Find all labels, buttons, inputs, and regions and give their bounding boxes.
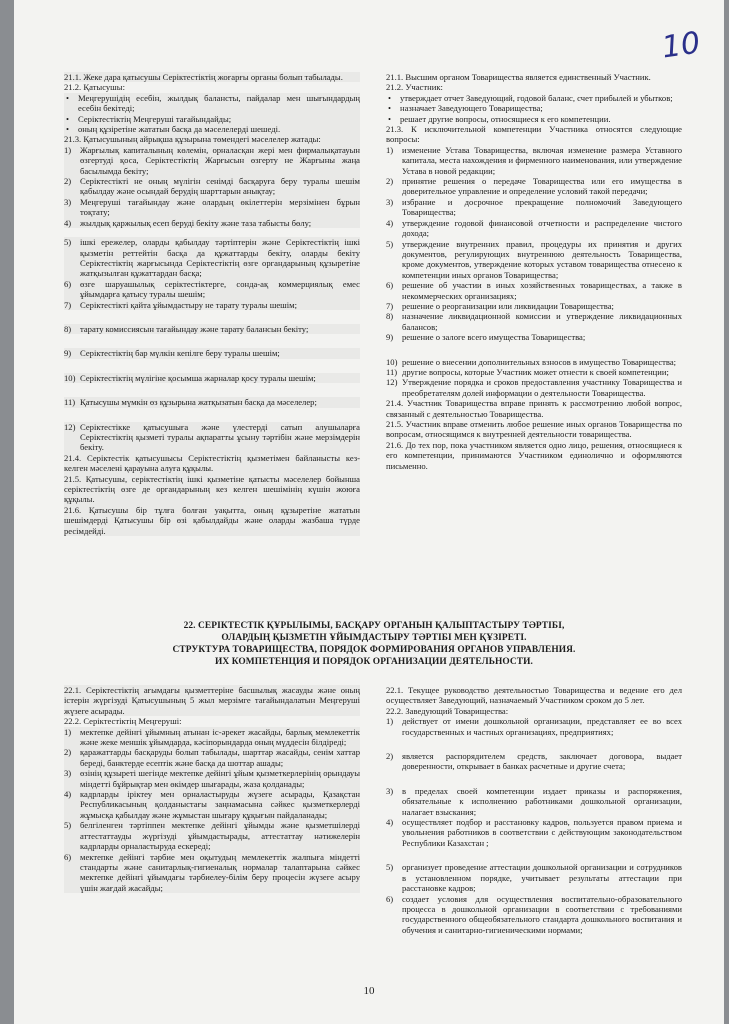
item-text: тарату комиссиясын тағайындау және тарату балансын бекіту; [80, 323, 309, 334]
kz-head-duties-list [64, 727, 360, 894]
item-number: 1) [386, 716, 394, 727]
ru-duty-4 [386, 817, 682, 848]
item-number: 3) [386, 196, 394, 207]
ru-bullet-2: • назначает Заведующего Товарищества; [386, 103, 682, 113]
item-number: 9) [386, 332, 394, 343]
item-text: ішкі ережелер, оларды қабылдау тәртіптерін және Серіктестіктің ішкі қызметін реттейтін басқа да құжаттарды бекіту, оларды бекіту Серіктестіктің жарғысында Серіктестіктің өзге органдарының құзыретіне жатқызылған құжаттардан басқа; [80, 237, 360, 279]
item-text: принятие решения о передаче Товарищества или его имущества в доверительное управление и определение условий такой передачи; [402, 176, 682, 197]
item-text: является распорядителем средств, заключает договора, выдает доверенности, открывает в банках расчетные и другие счета; [402, 751, 682, 772]
document-page [14, 0, 724, 1024]
ru-clause-21-1: 21.1. Высшим органом Товарищества является единственный Участник. [386, 72, 651, 82]
ru-item-11 [386, 367, 682, 377]
ru-bullet-1: • утверждает отчет Заведующий, годовой баланс, счет прибылей и убытков; [386, 93, 682, 103]
ru-bullet-3: • решает другие вопросы, относящиеся к его компетенции. [386, 114, 682, 124]
ru-bullet-list [386, 93, 682, 124]
item-number: 9) [64, 348, 72, 359]
item-text: кадрларды іріктеу мен орналастыруды жүзеге асырады, Қазақстан Республикасының қолданыстағы заңнамасына сәйкес қызметкерлерді жұмысқа қабылдау және жұмыстан шығару құқығын пайдаланады; [80, 789, 360, 820]
item-text: өзінің құзыреті шегінде мектепке дейінгі ұйым қызметкерлерінің орындауы міндетті бұйрықтар мен өкімдер шығарады, жаза қолданады; [80, 768, 360, 789]
section-22-heading [114, 620, 634, 668]
item-text: назначение ликвидационной комиссии и утверждение ликвидационных балансов; [402, 311, 682, 332]
kz-item-10 [64, 373, 360, 383]
kz-item-8 [64, 324, 360, 334]
item-number: 12) [64, 421, 76, 432]
item-text: в пределах своей компетенции издает приказы и распоряжения, обязательные к исполнению работниками дошкольной организации, налагает взыскания; [402, 785, 682, 817]
heading-line-4: ИХ КОМПЕТЕНЦИЯ И ПОРЯДОК ОРГАНИЗАЦИИ ДЕЯТЕЛЬНОСТИ. [215, 657, 533, 667]
item-text: изменение Устава Товарищества, включая изменение размера Уставного капитала, места нахождения и фирменного наименования, или утверждение Устава в новой редакции; [402, 144, 682, 176]
item-text: Серіктестікті қайта ұйымдастыру не тарату туралы шешім; [80, 299, 297, 310]
kz-duty-4 [64, 789, 360, 820]
kz-bullet-1: • Меңгерушідің есебін, жылдық балансты, пайдалар мен шығындардың есебін бекітеді; [64, 93, 360, 114]
ru-item-10 [386, 357, 682, 367]
item-text: Серіктестіктің мүлігіне қосымша жарналар қосу туралы шешім; [80, 372, 316, 383]
ru-duty-1 [386, 716, 682, 737]
item-text: решение об участии в иных хозяйственных товариществах, а также в некоммерческих организациях; [402, 280, 682, 301]
ru-item-8 [386, 311, 682, 332]
kz-clause-21-3: 21.3. Қатысушының айрықша құзырына төмендегі мәселелер жатады: [64, 134, 360, 144]
item-text: Серіктестікті не оның мүлігін сенімді басқаруға беру туралы шешім қабылдау және осындай берудің шарттарын анықтау; [80, 176, 360, 197]
item-number: 6) [64, 278, 72, 289]
item-text: белгіленген тәртіппен мектепке дейінгі ұйымды және қызметшілерді аттестаттауды жүргізуді ұйымдастырады, аттестаттау нәтижелерін кадрларды орналастыруда ескереді; [80, 820, 360, 852]
item-text: создает условия для осуществления воспитательно-образовательного процесса в дошкольной организации в соответствии с требованиями государственного общеобязательного стандарта дошкольного воспитания и обучения и санитарно-гигиеническими нормами; [402, 893, 682, 935]
item-text: жылдық қаржылық есеп беруді бекіту және таза табысты бөлу; [80, 217, 312, 228]
kz-duty-6 [64, 852, 360, 894]
item-number: 7) [64, 299, 72, 310]
item-number: 5) [64, 237, 72, 248]
item-text: Серіктестіктің бар мүлкін кепілге беру туралы шешім; [80, 348, 280, 359]
kz-bullet-list [64, 93, 360, 135]
kz-item-9 [64, 348, 360, 358]
kz-column-top [64, 72, 360, 536]
handwritten-page-number: 10 [659, 25, 703, 66]
item-number: 1) [386, 144, 394, 155]
kz-item-7 [64, 300, 360, 310]
heading-line-3: СТРУКТУРА ТОВАРИЩЕСТВА, ПОРЯДОК ФОРМИРОВАНИЯ ОРГАНОВ УПРАВЛЕНИЯ. [172, 645, 576, 655]
item-number: 11) [386, 366, 398, 377]
ru-item-12 [386, 377, 682, 398]
kz-item-1 [64, 145, 360, 176]
kz-item-2 [64, 176, 360, 197]
ru-item-9 [386, 332, 682, 342]
item-number: 2) [386, 176, 394, 187]
item-text: Жарғылық капиталының көлемін, орналасқан жері мен фирмалықатауын өзгертуді қоса, Серіктестіктің Жарғысын өзгерту не Жарғыны жаңа басылымда бекіту; [80, 144, 360, 176]
ru-column-top [386, 72, 682, 471]
item-text: өзге шаруашылық серіктестіктерге, сонда-ақ коммерциялық емес ұйымдарға қатысу туралы шешім; [80, 278, 360, 300]
item-text: қаражаттарды басқаруды болып табылады, шарттар жасайды, сенім хаттар береді, банктерде есептік және басқа да шоттар ашады; [80, 747, 360, 768]
item-number: 6) [64, 851, 72, 862]
ru-clause-21-2: 21.2. Участник: [386, 82, 443, 93]
item-text: решение о внесении дополнительных взносов в имущество Товарищества; [402, 356, 677, 367]
ru-duty-3 [386, 786, 682, 817]
ru-competence-list [386, 145, 682, 398]
item-number: 5) [64, 820, 72, 831]
item-text: действует от имени дошкольной организации, представляет ее во всех государственных и частных организациях, предприятиях; [402, 716, 682, 737]
item-number: 10) [64, 372, 76, 383]
kz-clause-22-1: 22.1. Серіктестіктің ағымдағы қызметтеріне басшылық жасауды және оның істерін жүргізуді Қатысушының 5 жыл мерзімге тағайындалатын Меңгеруші жүзеге асырады. [64, 685, 360, 716]
page-number: 10 [363, 985, 375, 997]
item-number: 3) [386, 785, 394, 796]
item-number: 10) [386, 356, 398, 367]
item-text: Меңгеруші тағайындау және олардың өкілеттерін мерзімінен бұрын тоқтату; [80, 196, 360, 218]
ru-item-7 [386, 301, 682, 311]
item-text: осуществляет подбор и расстановку кадров, пользуется правом приема и увольнения работников в соответствии с действующим законодательством Республики Казахстан ; [402, 817, 682, 848]
item-text: утверждение внутренних правил, процедуры их принятия и других документов, регулирующих внутреннюю деятельность Товарищества, кроме документов, утверждение которых уставом товарищества отнесено к компетенции иных органов Товарищества; [402, 238, 682, 280]
item-number: 8) [386, 311, 394, 322]
item-number: 4) [386, 817, 394, 828]
ru-head-duties-list [386, 716, 682, 935]
kz-bullet-2: • Серіктестіктің Меңгеруші тағайындайды; [64, 114, 360, 124]
item-number: 2) [64, 176, 72, 187]
kz-item-11 [64, 397, 360, 407]
item-text: Серіктестікке қатысушыға және үлестерді сатып алушыларға Серіктестіктің қызметі туралы ақпаратты ұсыну тәртібін және мерзімдерін бекіту. [80, 421, 360, 453]
heading-line-1: 22. СЕРІКТЕСТІК ҚҰРЫЛЫМЫ, БАСҚАРУ ОРГАНЫН ҚАЛЫПТАСТЫРУ ТӘРТІБІ, [183, 621, 565, 631]
item-number: 11) [64, 397, 76, 408]
item-number: 2) [64, 747, 72, 758]
item-text: мектепке дейінгі ұйымның атынан іс-әрекет жасайды, барлық мемлекеттік және жеке меншік ұйымдарда, кәсіпорындарда оның мүддесін білдіреді; [80, 726, 360, 748]
ru-duty-2 [386, 751, 682, 772]
kz-item-5 [64, 237, 360, 279]
kz-clause-21-5: 21.5. Қатысушы, серіктестіктің ішкі қызметіне қатысты мәселелер бойынша серіктестіктің өзге де органдарының кез келген шешімінің күшін жоюға құқылы. [64, 473, 360, 505]
heading-line-2: ОЛАРДЫҢ ҚЫЗМЕТІН ҰЙЫМДАСТЫРУ ТӘРТІБІ МЕН ҚҰЗІРЕТІ. [221, 633, 527, 643]
item-number: 3) [64, 196, 72, 207]
item-number: 7) [386, 300, 394, 311]
kz-clause-21-2: 21.2. Қатысушы: [64, 82, 125, 93]
kz-item-3 [64, 197, 360, 218]
ru-clause-22-1: 22.1. Текущее руководство деятельностью Товарищества и ведение его дел осуществляет Заведующий, назначаемый Участником сроком до 5 лет. [386, 685, 682, 706]
ru-clause-21-4: 21.4. Участник Товарищества вправе принять к рассмотрению любой вопрос, связанный с деятельностью Товарищества. [386, 398, 682, 419]
item-number: 6) [386, 893, 394, 904]
item-text: решение о залоге всего имущества Товарищества; [402, 332, 586, 343]
kz-item-4 [64, 218, 360, 228]
ru-clause-21-5: 21.5. Участник вправе отменить любое решение иных органов Товарищества по вопросам, относящимся к внутренней деятельности товарищества. [386, 419, 682, 440]
ru-item-4 [386, 218, 682, 239]
item-number: 5) [386, 862, 394, 873]
item-number: 3) [64, 768, 72, 779]
kz-clause-22-2: 22.2. Серіктестіктің Меңгеруші: [64, 716, 182, 727]
kz-duty-5 [64, 820, 360, 851]
item-text: Қатысушы мүмкін өз құзырына жатқызатын басқа да мәселелер; [80, 397, 317, 408]
ru-duty-6 [386, 894, 682, 936]
item-number: 8) [64, 323, 72, 334]
kz-clause-21-1: 21.1. Жеке дара қатысушы Серіктестіктің жоғарғы органы болып табылады. [64, 72, 360, 82]
ru-item-1 [386, 145, 682, 176]
kz-duty-2 [64, 747, 360, 768]
item-text: утверждение годовой финансовой отчетности и распределение чистого дохода; [402, 217, 682, 239]
item-number: 6) [386, 280, 394, 291]
ru-item-2 [386, 176, 682, 197]
item-number: 1) [64, 144, 72, 155]
item-number: 4) [386, 217, 394, 228]
kz-duty-3 [64, 768, 360, 789]
ru-duty-5 [386, 862, 682, 893]
ru-clause-21-3: 21.3. К исключительной компетенции Участника относятся следующие вопросы: [386, 124, 682, 145]
item-text: Утверждение порядка и сроков предоставления участнику Товарищества и преобретателям долей информации о деятельности Товарищества. [402, 377, 682, 398]
item-number: 4) [64, 217, 72, 228]
item-text: мектепке дейінгі тәрбие мен оқытудың мемлекеттік жалпыға міндетті стандарты және санитарлық-гигиеналық нормалар талаптарына сәйкес мектепке дейінгі ұйымдағы тәрбиелеу-білім беру процесін жүзеге асыру үшін жағдай жасайды; [80, 851, 360, 893]
ru-item-5 [386, 239, 682, 281]
kz-competence-list [64, 145, 360, 453]
kz-item-12 [64, 422, 360, 453]
ru-item-3 [386, 197, 682, 218]
item-number: 5) [386, 238, 394, 249]
ru-clause-21-6: 21.6. До тех пор, пока участником является одно лицо, решения, относящиеся к его компетенции, принимаются Участником единолично и оформляются письменно. [386, 439, 682, 471]
kz-clause-21-4: 21.4. Серіктестік қатысушысы Серіктестіктің қызметімен байланысты кез-келген мәселені қарауына алуға құқылы. [64, 452, 360, 474]
kz-duty-1 [64, 727, 360, 748]
kz-column-bottom [64, 685, 360, 893]
item-number: 4) [64, 789, 72, 800]
item-text: организует проведение аттестации дошкольной организации и сотрудников в установленном порядке, учитывает результаты аттестации при расстановке кадров; [402, 862, 682, 894]
kz-clause-21-6: 21.6. Қатысушы бір тұлға болған уақытта, оның құзыретіне жататын шешімдерді Қатысушы бір өзі қабылдайды және оларды жазбаша түрде ресімдейді. [64, 504, 360, 536]
item-number: 1) [64, 726, 72, 737]
item-text: решение о реорганизации или ликвидации Товарищества; [402, 300, 614, 311]
item-text: другие вопросы, которые Участник может отнести к своей компетенции; [402, 366, 669, 377]
item-number: 12) [386, 377, 398, 388]
kz-item-6 [64, 279, 360, 300]
item-number: 2) [386, 751, 394, 762]
item-text: избрание и досрочное прекращение полномочий Заведующего Товарищества; [402, 196, 682, 218]
ru-clause-22-2: 22.2. Заведующий Товарищества: [386, 705, 509, 716]
ru-item-6 [386, 280, 682, 301]
ru-column-bottom [386, 685, 682, 935]
kz-bullet-3: • оның құзіретіне жататын басқа да мәселелерді шешеді. [64, 124, 360, 134]
